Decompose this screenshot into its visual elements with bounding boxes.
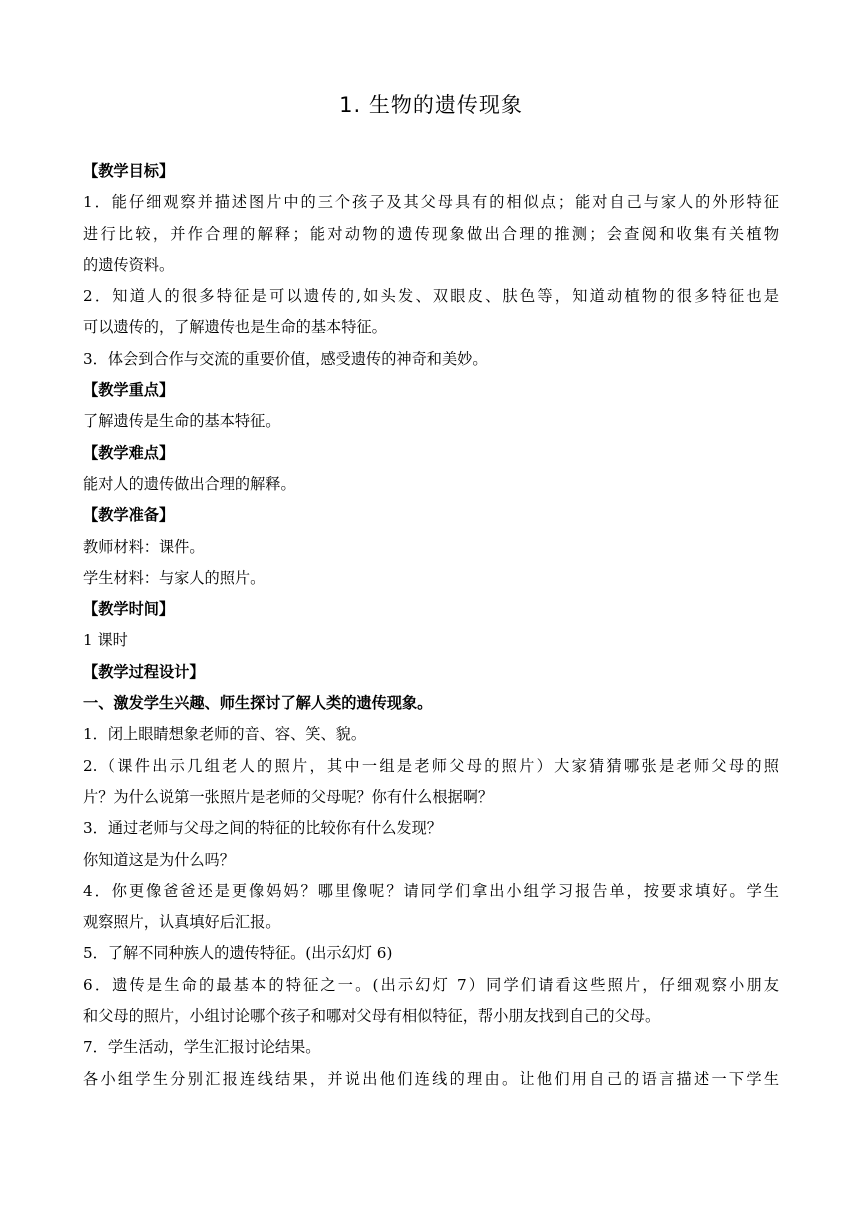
text-line: 学生材料：与家人的照片。 [83, 568, 266, 587]
text-line: 3．通过老师与父母之间的特征的比较你有什么发现？ [83, 819, 442, 838]
text-line: 3．体会到合作与交流的重要价值，感受遗传的神奇和美妙。 [83, 349, 488, 368]
document-title: 1. 生物的遗传现象 [339, 93, 523, 117]
text-line: 了解遗传是生命的基本特征。 [83, 412, 281, 431]
text-line: 4．你更像爸爸还是更像妈妈？哪里像呢？请同学们拿出小组学习报告单，按要求填好。学生 [83, 881, 779, 900]
text-line: 和父母的照片，小组讨论哪个孩子和哪对父母有相似特征，帮小朋友找到自己的父母。 [83, 1007, 661, 1026]
section-heading: 【教学过程设计】 [83, 662, 205, 681]
text-line: 进行比较，并作合理的解释；能对动物的遗传现象做出合理的推测；会查阅和收集有关植物 [83, 224, 779, 243]
text-line: 可以遗传的，了解遗传也是生命的基本特征。 [83, 318, 387, 337]
text-line: 1．闭上眼睛想象老师的音、容、笑、貌。 [83, 725, 367, 744]
text-line: 1 课时 [83, 631, 128, 650]
text-line: 观察照片，认真填好后汇报。 [83, 913, 281, 932]
section-heading: 一、激发学生兴趣、师生探讨了解人类的遗传现象。 [83, 694, 433, 713]
text-line: 7．学生活动，学生汇报讨论结果。 [83, 1038, 321, 1057]
section-heading: 【教学目标】 [83, 162, 175, 180]
text-line: 你知道这是为什么吗？ [83, 850, 235, 869]
text-line: 片？为什么说第一张照片是老师的父母呢？你有什么根据啊？ [83, 787, 494, 806]
text-line: 5．了解不同种族人的遗传特征。(出示幻灯 6) [83, 944, 393, 963]
text-line: 2．知道人的很多特征是可以遗传的,如头发、双眼皮、肤色等，知道动植物的很多特征也是 [83, 287, 779, 306]
text-line: 各小组学生分别汇报连线结果，并说出他们连线的理由。让他们用自己的语言描述一下学生 [83, 1069, 779, 1088]
section-heading: 【教学重点】 [83, 381, 175, 400]
text-line: 教师材料：课件。 [83, 537, 205, 556]
text-line: 能对人的遗传做出合理的解释。 [83, 474, 296, 493]
document-body [83, 156, 779, 1095]
section-heading: 【教学难点】 [83, 443, 175, 462]
text-line: 6．遗传是生命的最基本的特征之一。(出示幻灯 7）同学们请看这些照片，仔细观察小朋友 [83, 975, 779, 994]
text-line: 1．能仔细观察并描述图片中的三个孩子及其父母具有的相似点；能对自己与家人的外形特征 [83, 193, 779, 212]
section-heading: 【教学时间】 [83, 600, 175, 619]
text-line: 的遗传资料。 [83, 255, 175, 274]
text-line: 2.（课件出示几组老人的照片，其中一组是老师父母的照片）大家猜猜哪张是老师父母的照 [83, 756, 779, 775]
section-heading: 【教学准备】 [83, 506, 175, 525]
